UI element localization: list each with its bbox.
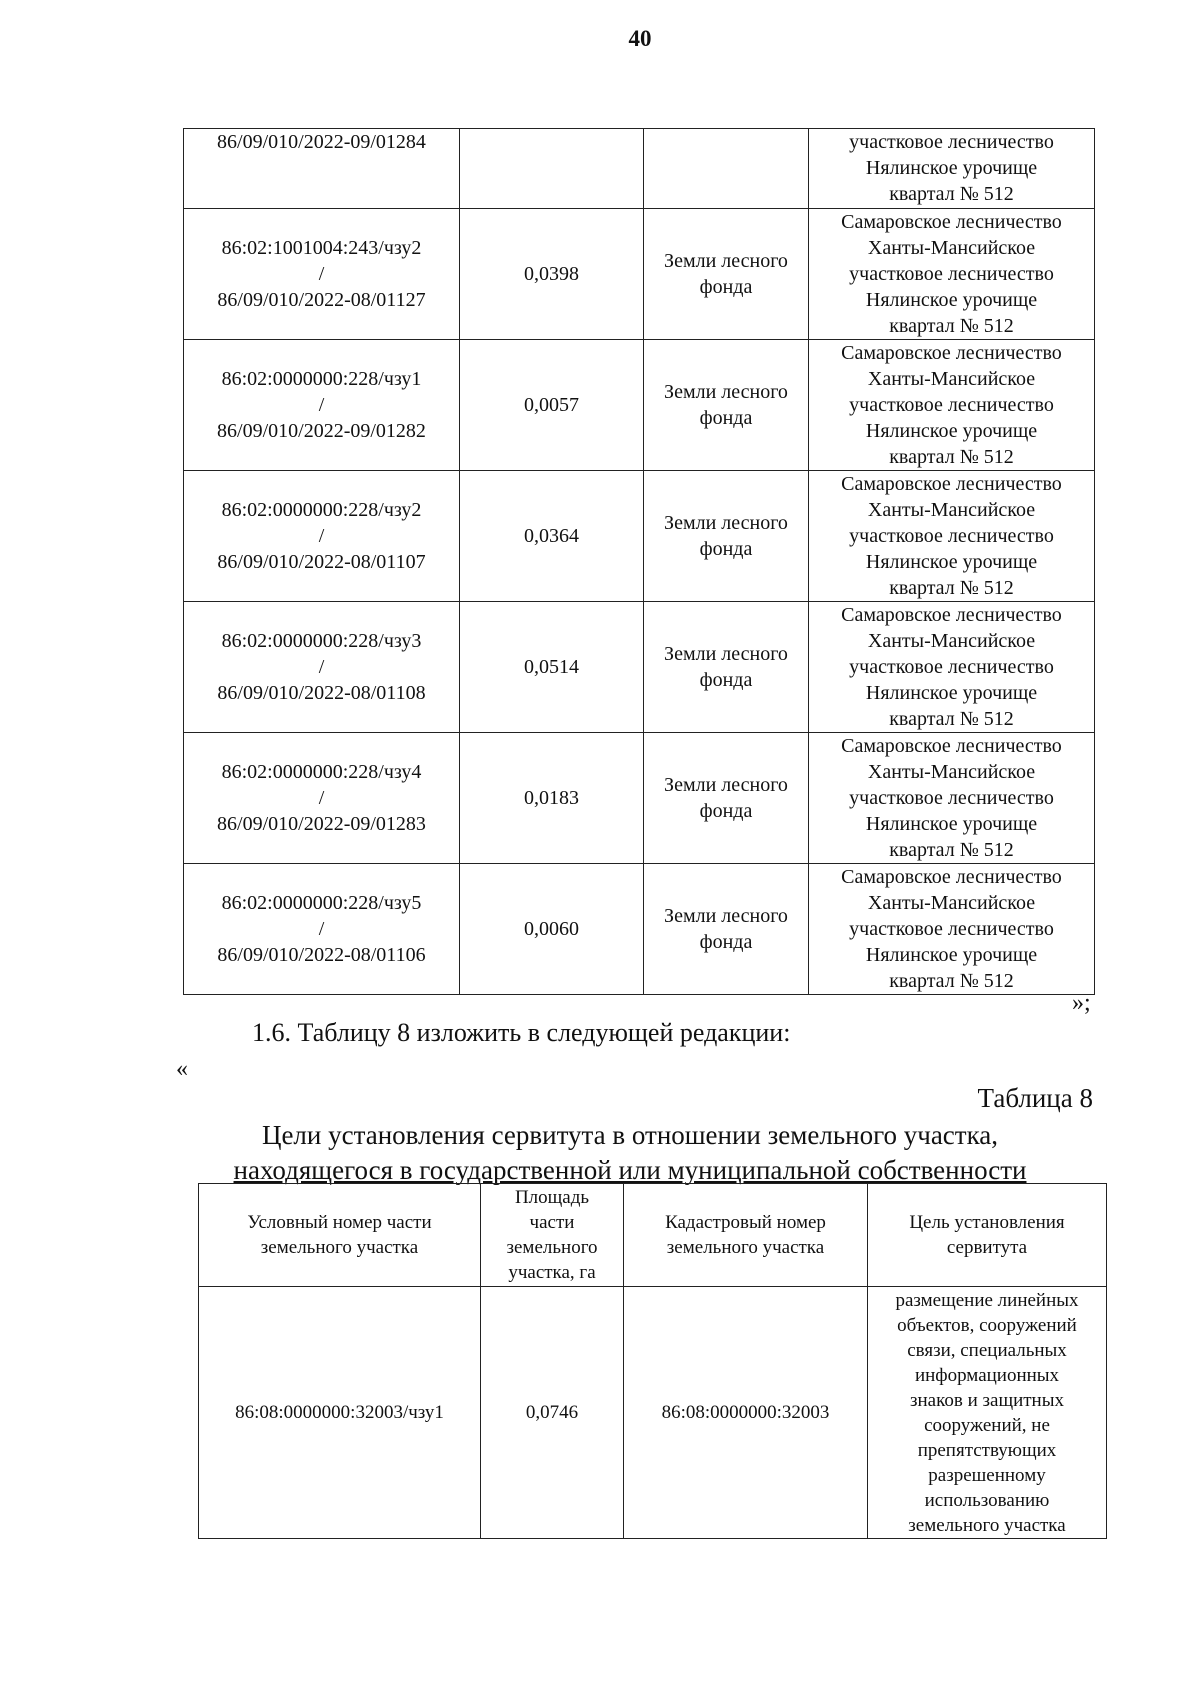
goal-line: знаков и защитных [910,1389,1064,1411]
location-line: Нялинское урочище [865,157,1038,179]
registration-number-line: 86:02:0000000:228/чзу4 [221,761,422,783]
registration-number-line: 86/09/010/2022-08/01108 [217,682,426,704]
location-line: квартал № 512 [889,446,1014,468]
table-title-line: Цели установления сервитута в отношении земельного участка, [261,1120,999,1150]
location-line: Нялинское урочище [865,420,1038,442]
location-line: участковое лесничество [849,787,1054,809]
header-line: сервитута [946,1237,1028,1258]
location-cell [809,129,1095,209]
registration-number-line: / [318,918,325,940]
location-line: Самаровское лесничество [841,735,1062,757]
registration-number-line: 86/09/010/2022-09/01283 [217,813,426,835]
location-line: Самаровское лесничество [841,211,1062,233]
registration-number-cell [184,340,460,471]
location-line: квартал № 512 [889,970,1014,992]
land-category-line: Земли лесного [664,250,788,272]
header-area [481,1184,624,1287]
table-title-line: находящегося в государственной или муниципальной собственности [233,1155,1027,1185]
goal-line: размещение линейных [895,1289,1079,1311]
header-cadastral-number [624,1184,868,1287]
instruction-text: 1.6. Таблицу 8 изложить в следующей редакции: [252,1018,791,1047]
land-category-cell [644,209,809,340]
location-line: квартал № 512 [889,708,1014,730]
location-line: квартал № 512 [889,577,1014,599]
location-line: квартал № 512 [889,183,1014,205]
location-line: Ханты-Мансийское [867,499,1036,521]
goal-line: связи, специальных [907,1339,1067,1361]
registration-number-line: / [318,394,325,416]
location-line: участковое лесничество [849,918,1054,940]
header-line: земельного [506,1237,598,1258]
location-line: Нялинское урочище [865,944,1038,966]
area-cell: 0,0398 [460,209,644,340]
header-line: Кадастровый номер [665,1212,826,1233]
opening-quote: « [176,1056,188,1082]
area-cell: 0,0057 [460,340,644,471]
header-goal [868,1184,1107,1287]
registration-number-cell [184,471,460,602]
registration-number-line: 86:02:0000000:228/чзу5 [221,892,422,914]
location-line: Самаровское лесничество [841,604,1062,626]
registration-number-cell [184,733,460,864]
location-line: участковое лесничество [849,263,1054,285]
land-category-line: фонда [699,276,753,298]
servitude-table [198,1183,1107,1539]
area-cell: 0,0060 [460,864,644,995]
table-header-row [199,1184,1107,1287]
registration-number-cell [184,864,460,995]
location-line: участковое лесничество [849,525,1054,547]
registration-number-line: 86/09/010/2022-08/01127 [217,289,426,311]
location-line: Самаровское лесничество [841,473,1062,495]
table-row [184,129,1095,209]
registration-number-line: 86:02:0000000:228/чзу2 [221,499,422,521]
table-row [184,602,1095,733]
land-category-line: Земли лесного [664,774,788,796]
location-line: Ханты-Мансийское [867,237,1036,259]
goal-cell [868,1287,1107,1539]
registration-number-line: 86/09/010/2022-09/01282 [217,420,426,442]
land-category-line: фонда [699,538,753,560]
location-cell [809,209,1095,340]
area-cell: 0,0746 [481,1287,624,1539]
registration-number-cell: 86/09/010/2022-09/01284 [184,129,460,209]
header-line: земельного участка [666,1237,825,1258]
area-cell: 0,0514 [460,602,644,733]
land-category-line: Земли лесного [664,643,788,665]
land-category-line: Земли лесного [664,905,788,927]
land-category-cell [644,471,809,602]
land-category-line: фонда [699,931,753,953]
location-line: Ханты-Мансийское [867,892,1036,914]
registration-number-line: / [318,525,325,547]
cadastral-number-cell: 86:08:0000000:32003 [624,1287,868,1539]
goal-line: разрешенному [928,1464,1046,1486]
location-line: участковое лесничество [849,131,1054,153]
part-number-cell: 86:08:0000000:32003/чзу1 [199,1287,481,1539]
location-line: участковое лесничество [849,394,1054,416]
registration-number-line: / [318,263,325,285]
registration-number-line: 86:02:1001004:243/чзу2 [221,237,422,259]
goal-line: сооружений, не [924,1414,1050,1436]
goal-line: информационных [914,1364,1060,1386]
location-line: Нялинское урочище [865,813,1038,835]
land-category-cell [644,340,809,471]
location-line: Ханты-Мансийское [867,368,1036,390]
area-cell [460,129,644,209]
table-row [184,209,1095,340]
land-category-line: фонда [699,800,753,822]
registration-number-cell [184,209,460,340]
location-line: участковое лесничество [849,656,1054,678]
location-cell [809,864,1095,995]
goal-line: препятствующих [917,1439,1057,1461]
table-title [200,1118,1060,1188]
location-cell [809,340,1095,471]
goal-line: объектов, сооружений [897,1314,1077,1336]
header-line: Цель установления [909,1212,1065,1233]
location-line: Нялинское урочище [865,551,1038,573]
header-part-number [199,1184,481,1287]
location-cell [809,733,1095,864]
land-category-line: фонда [699,407,753,429]
land-category-line: фонда [699,669,753,691]
location-cell [809,471,1095,602]
registration-number-line: 86:02:0000000:228/чзу1 [221,368,422,390]
area-cell: 0,0364 [460,471,644,602]
registration-number-line: 86:02:0000000:228/чзу3 [221,630,422,652]
registration-number-line: 86/09/010/2022-08/01106 [217,944,426,966]
table-label: Таблица 8 [977,1083,1093,1113]
registration-number-line: 86/09/010/2022-08/01107 [217,551,426,573]
closing-quote: »; [1072,990,1091,1016]
header-line: участка, га [508,1262,596,1283]
location-line: Самаровское лесничество [841,866,1062,888]
header-line: земельного участка [260,1237,419,1258]
table-row [184,733,1095,864]
header-line: Условный номер части [247,1212,432,1233]
table-row [184,471,1095,602]
location-line: Нялинское урочище [865,682,1038,704]
land-category-cell [644,733,809,864]
land-category-cell [644,864,809,995]
header-line: Площадь [514,1187,590,1208]
land-category-line: Земли лесного [664,381,788,403]
location-line: Самаровское лесничество [841,342,1062,364]
location-cell [809,602,1095,733]
land-category-line: Земли лесного [664,512,788,534]
header-line: части [529,1212,575,1233]
table-row [199,1287,1107,1539]
registration-number-cell [184,602,460,733]
location-line: квартал № 512 [889,839,1014,861]
area-cell: 0,0183 [460,733,644,864]
land-category-cell [644,129,809,209]
page-number: 40 [628,26,652,51]
location-line: квартал № 512 [889,315,1014,337]
location-line: Ханты-Мансийское [867,630,1036,652]
land-category-cell [644,602,809,733]
table-row [184,864,1095,995]
registration-number-line: / [318,787,325,809]
table-row [184,340,1095,471]
registration-number-line: / [318,656,325,678]
location-line: Нялинское урочище [865,289,1038,311]
goal-line: использованию [924,1489,1050,1511]
location-line: Ханты-Мансийское [867,761,1036,783]
forest-plots-table [183,128,1095,995]
goal-line: земельного участка [908,1514,1066,1536]
